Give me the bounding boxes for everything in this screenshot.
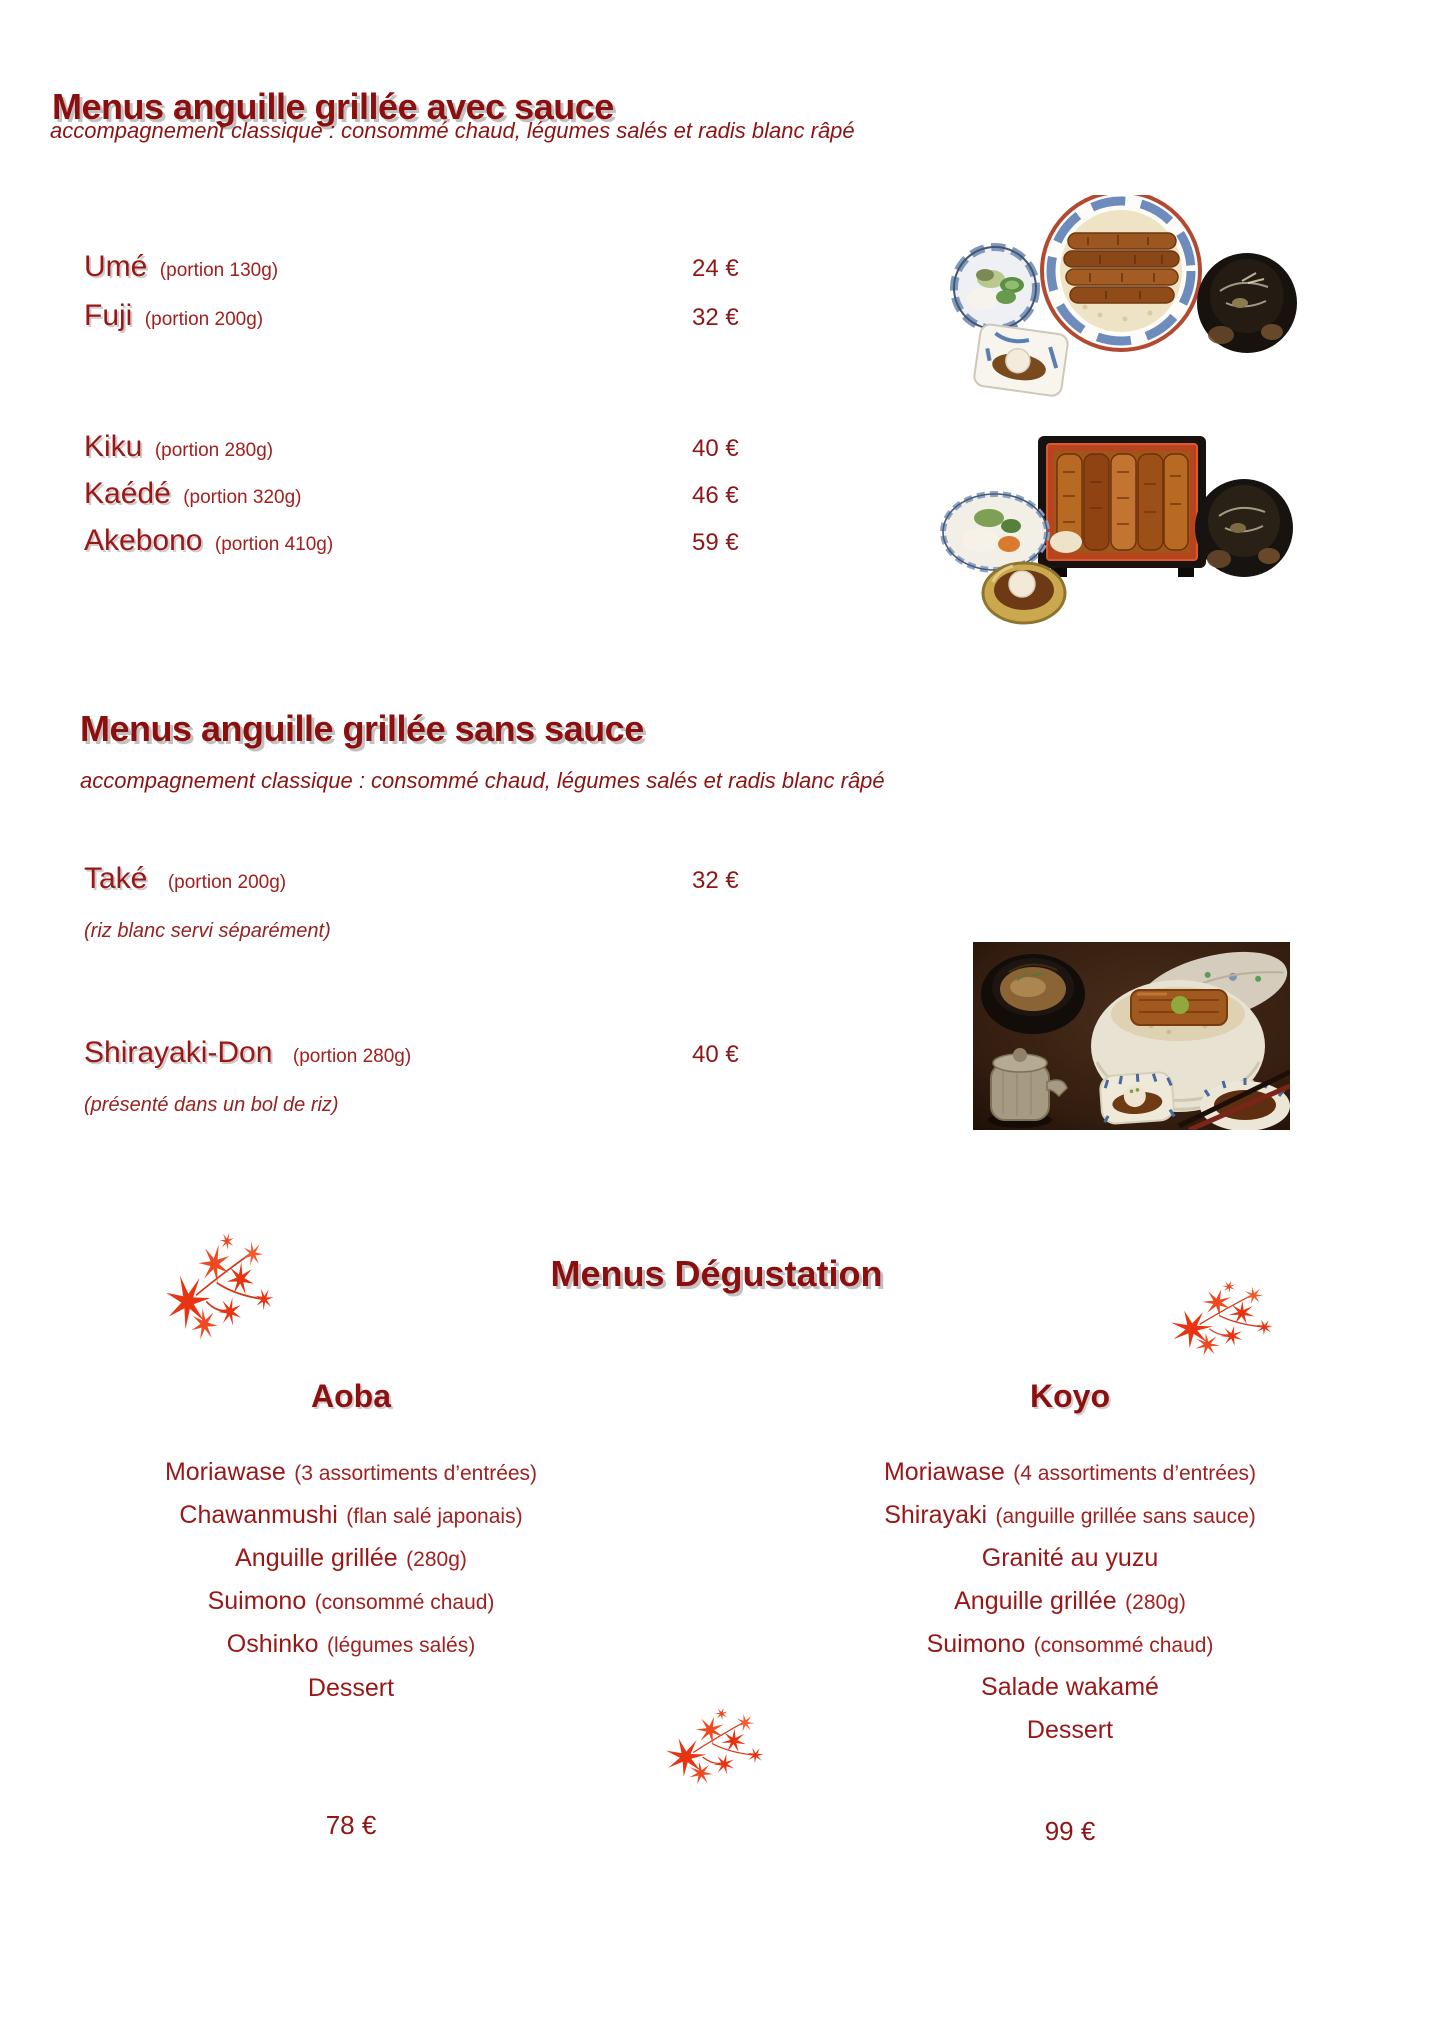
menu-item-akebono — [84, 524, 784, 558]
photo-unagi-bowl-set — [950, 195, 1302, 407]
item-name: Fuji — [84, 299, 133, 332]
deg-item-detail: (4 assortiments d’entrées) — [1013, 1462, 1257, 1485]
deg-item-name: Dessert — [1026, 1716, 1114, 1744]
item-name: Akebono — [84, 524, 203, 557]
item-name: Kiku — [84, 430, 143, 463]
item-portion: (portion 200g) — [144, 309, 264, 330]
photo-shirayaki-don-set — [973, 942, 1290, 1130]
item-portion: (portion 410g) — [214, 534, 334, 555]
deg-item-suimono-aoba — [71, 1587, 631, 1616]
deg-item-detail: (280g) — [406, 1548, 467, 1571]
deg-item-name: Moriawase — [883, 1458, 1005, 1486]
deg-item-anguille-koyo — [790, 1587, 1350, 1616]
item-portion: (portion 200g) — [167, 872, 287, 893]
menu-item-kiku — [84, 430, 784, 464]
section-avec-title: Menus anguille grillée avec sauce — [52, 86, 614, 128]
degustation-title: Menus Dégustation — [550, 1253, 883, 1294]
item-price: 40 € — [692, 1041, 739, 1068]
deg-item-anguille-aoba — [71, 1544, 631, 1573]
deg-item-name: Moriawase — [164, 1458, 286, 1486]
section-sans-title: Menus anguille grillée sans sauce — [80, 708, 644, 749]
deg-item-moriawase-aoba — [71, 1458, 631, 1487]
section-sans-subtitle: accompagnement classique : consommé chaud, légumes salés et radis blanc râpé — [80, 768, 885, 793]
item-name: Shirayaki-Don — [84, 1036, 273, 1069]
section-avec-subtitle: accompagnement classique : consommé chaud, légumes salés et radis blanc râpé — [50, 118, 855, 143]
item-price: 40 € — [692, 435, 739, 462]
item-name: Umé — [84, 250, 148, 283]
item-note: (riz blanc servi séparément) — [84, 920, 331, 942]
item-portion: (portion 280g) — [154, 440, 274, 461]
deg-item-moriawase-koyo — [790, 1458, 1350, 1487]
degustation-column-aoba-heading: Aoba — [311, 1378, 391, 1414]
deg-item-detail: (légumes salés) — [326, 1634, 476, 1657]
item-price: 32 € — [692, 304, 739, 331]
menu-item-shirayaki-don — [84, 1036, 784, 1070]
deg-item-name: Chawanmushi — [179, 1501, 338, 1529]
deg-item-name: Shirayaki — [884, 1501, 988, 1529]
deg-item-dessert-aoba — [71, 1674, 631, 1703]
deg-item-name: Granité au yuzu — [981, 1544, 1159, 1572]
deg-item-salade-wakame — [790, 1673, 1350, 1702]
item-portion: (portion 130g) — [159, 260, 279, 281]
deg-item-chawanmushi — [71, 1501, 631, 1530]
photo-unagi-jubako-set — [935, 432, 1305, 637]
deg-item-name: Anguille grillée — [235, 1544, 398, 1572]
degustation-column-koyo-heading: Koyo — [1030, 1378, 1110, 1414]
deg-item-name: Anguille grillée — [954, 1587, 1117, 1615]
item-portion: (portion 320g) — [183, 487, 302, 508]
deg-item-detail: (3 assortiments d’entrées) — [294, 1462, 538, 1485]
deg-item-name: Oshinko — [226, 1630, 319, 1658]
item-note: (présenté dans un bol de riz) — [84, 1094, 339, 1116]
item-price: 32 € — [692, 867, 739, 894]
item-portion: (portion 280g) — [292, 1046, 412, 1067]
maple-leaves-center — [665, 1703, 778, 1793]
degustation-koyo-price: 99 € — [1044, 1816, 1096, 1846]
deg-item-suimono-koyo — [790, 1630, 1350, 1659]
deg-item-detail: (consommé chaud) — [1033, 1634, 1214, 1657]
deg-item-detail: (flan salé japonais) — [346, 1505, 523, 1528]
item-name: Kaédé — [84, 477, 171, 510]
deg-item-oshinko — [71, 1630, 631, 1659]
deg-item-name: Salade wakamé — [981, 1673, 1159, 1701]
maple-leaves-right — [1170, 1276, 1288, 1364]
deg-item-detail: (280g) — [1125, 1591, 1186, 1614]
degustation-aoba-price: 78 € — [325, 1810, 377, 1840]
deg-item-dessert-koyo — [790, 1716, 1350, 1745]
deg-item-name: Dessert — [307, 1674, 395, 1702]
deg-item-granite-yuzu — [790, 1544, 1350, 1573]
menu-item-take — [84, 862, 784, 896]
item-name: Také — [84, 862, 148, 895]
menu-item-ume — [84, 250, 784, 284]
deg-item-detail: (consommé chaud) — [314, 1591, 495, 1614]
menu-item-kaede — [84, 477, 784, 511]
deg-item-name: Suimono — [926, 1630, 1026, 1658]
deg-item-detail: (anguille grillée sans sauce) — [995, 1505, 1256, 1528]
item-price: 24 € — [692, 255, 739, 282]
deg-item-shirayaki-koyo — [790, 1501, 1350, 1530]
item-price: 59 € — [692, 529, 739, 556]
item-price: 46 € — [692, 482, 739, 509]
deg-item-name: Suimono — [207, 1587, 307, 1615]
menu-item-fuji — [84, 299, 784, 333]
